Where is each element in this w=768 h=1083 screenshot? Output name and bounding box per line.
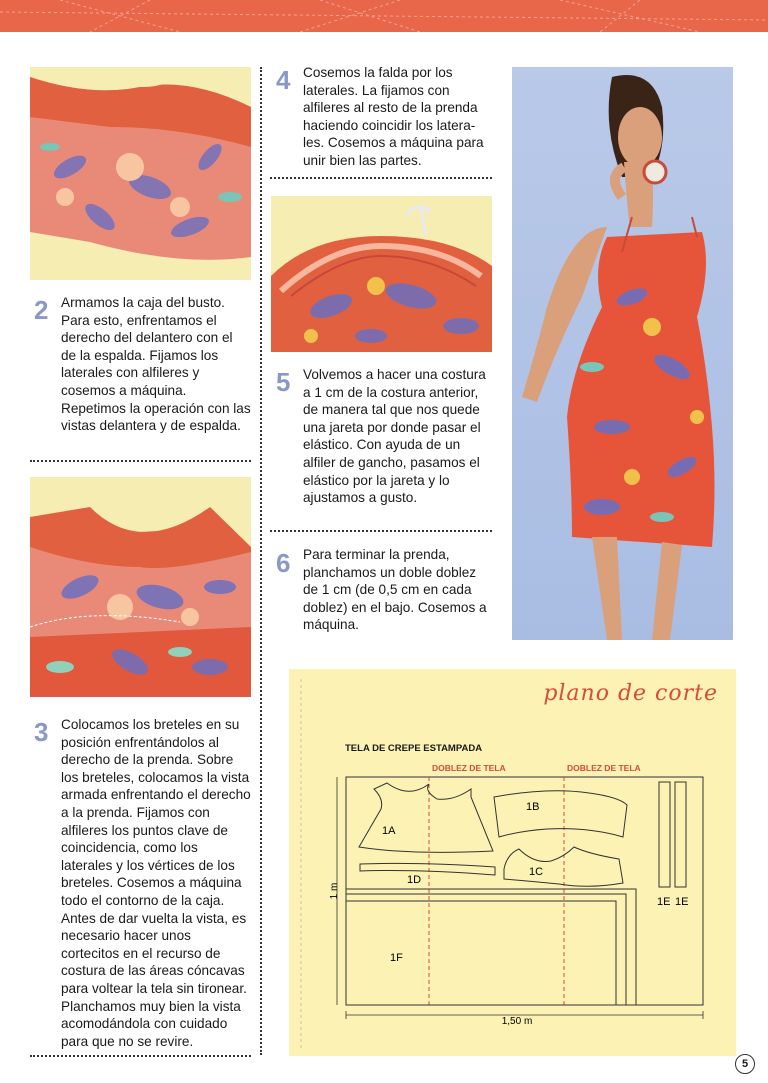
piece-1c <box>504 847 623 886</box>
label-1a: 1A <box>382 825 396 837</box>
height-dimension-label: 1 m <box>329 882 340 900</box>
column-divider <box>260 67 262 1055</box>
step-2-number: 2 <box>34 295 49 325</box>
step-3-text: Colocamos los breteles en su posición enfrentándolos al derecho de la prenda. Sobre los breteles, colocamos la vista armada enfrentando el derecho a la prenda. Fijamos con alfileres los puntos clave de coincidencia, como los laterales y los vértices de los breteles. Cosemos a máquina todo el contorno de la caja. Antes de dar vuelta la vista, es necesario hacer unos cortecitos en el recurso de costura de las áreas cóncavas para voltear la tela sin tironear. Planchamos muy bien la vista acomodándola con cuidado para que no se revire. <box>61 717 251 1049</box>
label-1e-b: 1E <box>675 896 689 908</box>
fold-label-1: DOBLEZ DE TELA <box>432 763 506 773</box>
photo-step-3 <box>30 477 251 697</box>
step-3-number: 3 <box>34 717 49 747</box>
step-5-number: 5 <box>276 367 291 397</box>
divider <box>270 530 492 532</box>
photo-step-1 <box>30 67 251 280</box>
cutting-plan <box>289 669 736 1056</box>
step-5-text: Volvemos a hacer una costura a 1 cm de la costura anterior, de manera tal que nos quede una jareta por donde pasar el elástico. Con ayuda de un alfiler de gancho, pasamos el elástico por la jareta y lo ajustamos a gusto. <box>303 367 486 506</box>
fabric-label: TELA DE CREPE ESTAMPADA <box>345 743 483 754</box>
label-1c: 1C <box>529 866 544 878</box>
page-number: 5 <box>735 1054 755 1074</box>
plan-title: plano de corte <box>543 681 718 706</box>
step-4-text: Cosemos la falda por los laterales. La fijamos con alfileres al resto de la prenda haciendo coincidir los latera-les. Cosemos a máquina para unir bien las partes. <box>303 65 484 168</box>
model-photo <box>512 67 733 640</box>
label-1b: 1B <box>526 801 540 813</box>
label-1d: 1D <box>407 874 422 886</box>
label-1e-a: 1E <box>657 896 671 908</box>
divider <box>30 460 251 462</box>
photo-step-5 <box>271 196 492 352</box>
piece-1f <box>346 901 616 1005</box>
width-dimension-label: 1,50 m <box>501 1016 533 1027</box>
step-6-number: 6 <box>276 548 291 578</box>
label-1f: 1F <box>390 952 403 964</box>
fold-label-2: DOBLEZ DE TELA <box>567 763 641 773</box>
piece-1e-a <box>659 782 670 887</box>
step-2-text: Armamos la caja del busto. Para esto, enfrentamos el derecho del delantero con el de la espalda. Fijamos los laterales con alfileres y cosemos a máquina. Repetimos la operación con las vistas delantera y de espalda. <box>61 295 251 434</box>
step-6-text: Para terminar la prenda, planchamos un doble doblez de 1 cm (de 0,5 cm en cada doblez) en el bajo. Cosemos a máquina. <box>303 547 487 633</box>
piece-1a <box>359 783 493 852</box>
header-band <box>0 0 768 32</box>
piece-1e-b <box>675 782 686 887</box>
piece-1d <box>360 863 495 875</box>
piece-1b <box>494 791 627 837</box>
cutting-plan-diagram <box>289 669 736 1056</box>
divider <box>270 177 492 179</box>
divider <box>30 1055 251 1057</box>
step-4-number: 4 <box>276 65 291 95</box>
header-pattern <box>0 0 768 32</box>
